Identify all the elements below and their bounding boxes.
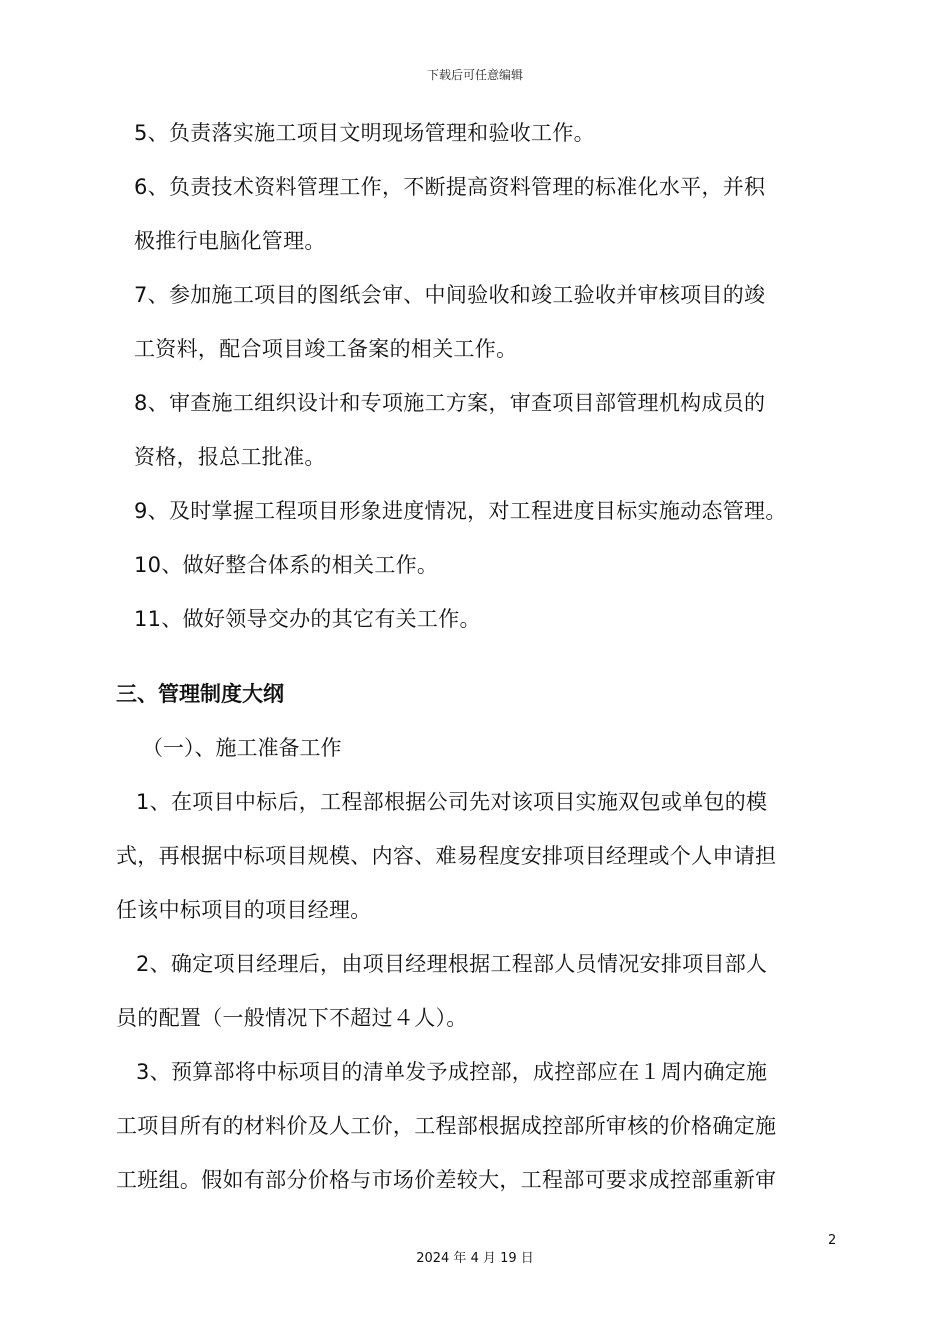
list-item-10: 10、做好整合体系的相关工作。: [134, 553, 439, 577]
list-item-7-line2: 工资料，配合项目竣工备案的相关工作。: [134, 337, 518, 361]
paragraph-1-line2: 式，再根据中标项目规模、内容、难易程度安排项目经理或个人申请担: [116, 844, 777, 868]
paragraph-1-line1: 1、在项目中标后，工程部根据公司先对该项目实施双包或单包的模: [136, 790, 768, 814]
page-footer-date: 2024 年 4 月 19 日: [416, 1251, 534, 1266]
list-item-8-line1: 8、审查施工组织设计和专项施工方案，审查项目部管理机构成员的: [134, 391, 766, 415]
section-subheading: （一）、施工准备工作: [142, 736, 342, 760]
paragraph-2-line2: 员的配置（一般情况下不超过４人）。: [116, 1006, 468, 1030]
section-heading: 三、管理制度大纲: [116, 682, 284, 706]
list-item-7-line1: 7、参加施工项目的图纸会审、中间验收和竣工验收并审核项目的竣: [134, 283, 766, 307]
page-header: 下载后可任意编辑: [426, 68, 523, 82]
page-number: 2: [828, 1233, 837, 1248]
paragraph-2-line1: 2、确定项目经理后，由项目经理根据工程部人员情况安排项目部人: [136, 952, 768, 976]
list-item-11: 11、做好领导交办的其它有关工作。: [134, 607, 481, 631]
list-item-8-line2: 资格，报总工批准。: [134, 445, 326, 469]
list-item-6-line2: 极推行电脑化管理。: [134, 229, 326, 253]
paragraph-3-line2: 工项目所有的材料价及人工价，工程部根据成控部所审核的价格确定施: [116, 1114, 777, 1138]
list-item-9: 9、及时掌握工程项目形象进度情况，对工程进度目标实施动态管理。: [134, 499, 787, 523]
paragraph-1-line3: 任该中标项目的项目经理。: [116, 898, 372, 922]
list-item-5: 5、负责落实施工项目文明现场管理和验收工作。: [134, 121, 595, 145]
paragraph-3-line1: 3、预算部将中标项目的清单发予成控部，成控部应在１周内确定施: [136, 1060, 768, 1084]
paragraph-3-line3: 工班组。假如有部分价格与市场价差较大，工程部可要求成控部重新审: [116, 1168, 777, 1192]
list-item-6-line1: 6、负责技术资料管理工作，不断提高资料管理的标准化水平，并积: [134, 175, 766, 199]
